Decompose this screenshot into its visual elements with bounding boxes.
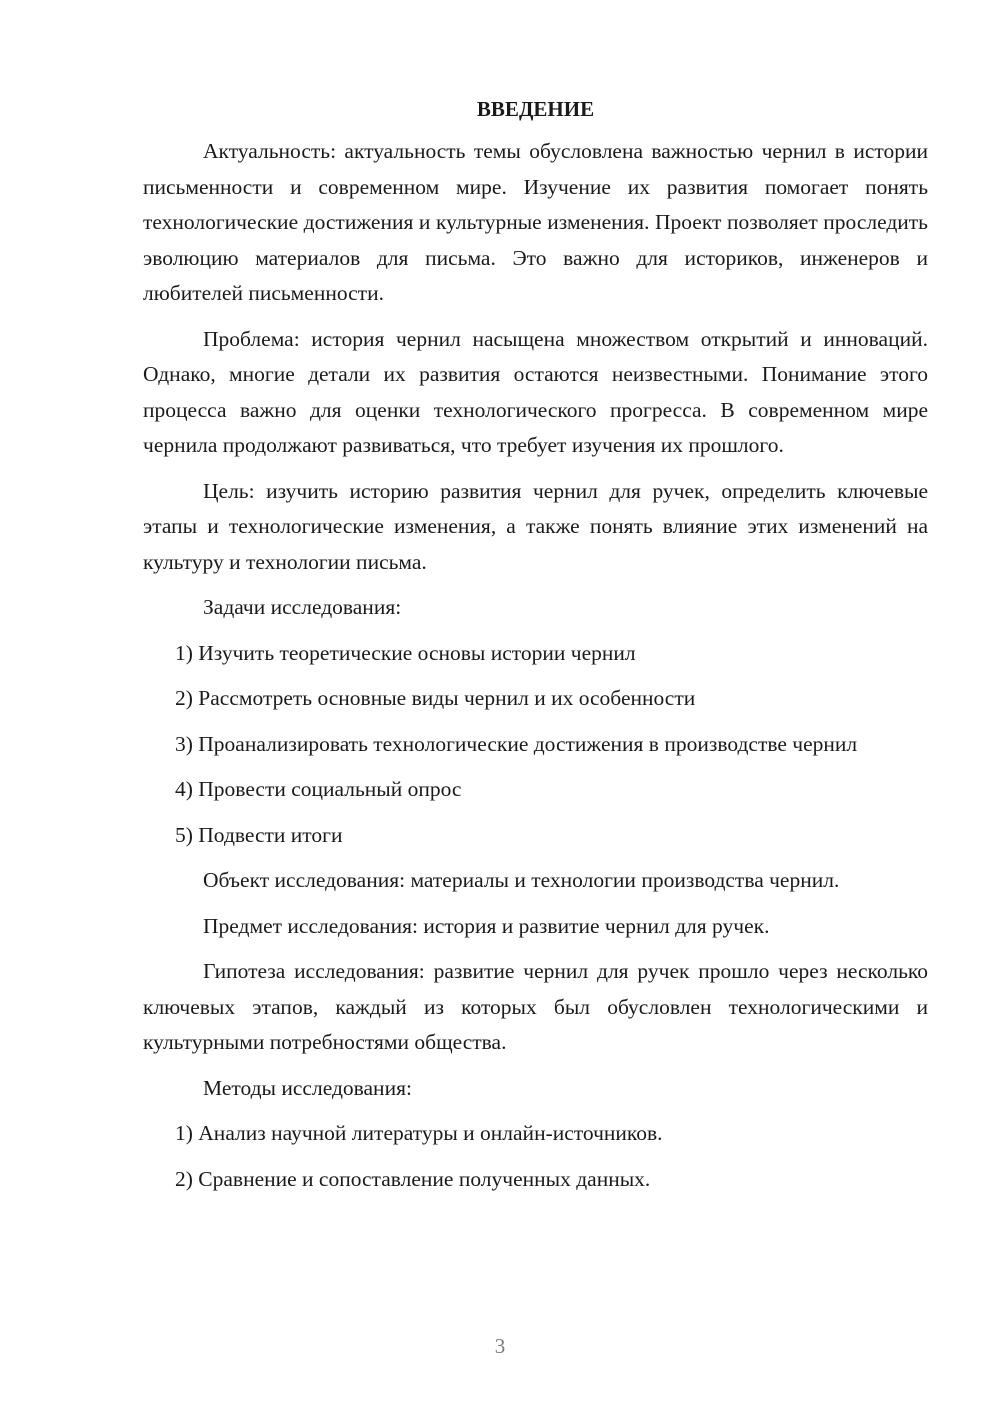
- task-item: 5) Подвести итоги: [175, 822, 343, 847]
- task-item: 1) Изучить теоретические основы истории чернил: [175, 640, 636, 665]
- object-paragraph: Объект исследования: материалы и технологии производства чернил.: [203, 868, 840, 892]
- page-number: 3: [494, 1334, 506, 1358]
- task-item: 2) Рассмотреть основные виды чернил и их особенности: [175, 686, 696, 710]
- method-item: 1) Анализ научной литературы и онлайн-источников.: [175, 1121, 663, 1145]
- document-page: [143, 94, 928, 1207]
- goal-paragraph: Цель: изучить историю развития чернил для ручек, определить ключевые этапы и технологические изменения, а также понять влияние этих изменений на культуру и технологии письма.: [143, 478, 928, 574]
- hypothesis-paragraph: Гипотеза исследования: развитие чернил для ручек прошло через несколько ключевых этапов, каждый из которых был обусловлен технологическими и культурными потребностями общества.: [143, 959, 928, 1054]
- tasks-heading: Задачи исследования:: [203, 595, 402, 619]
- method-item: 2) Сравнение и сопоставление полученных данных.: [175, 1166, 651, 1191]
- task-item: 3) Проанализировать технологические достижения в производстве чернил: [175, 731, 858, 756]
- problem-paragraph: Проблема: история чернил насыщена множеством открытий и инноваций. Однако, многие детали их развития остаются неизвестными. Понимание этого процесса важно для оценки технологического прогресса. В современном мире чернила продолжают развиваться, что требует изучения их прошлого.: [143, 326, 928, 457]
- subject-paragraph: Предмет исследования: история и развитие чернил для ручек.: [203, 913, 770, 938]
- task-item: 4) Провести социальный опрос: [175, 777, 462, 801]
- methods-heading: Методы исследования:: [203, 1075, 412, 1100]
- relevance-paragraph: Актуальность: актуальность темы обусловлена важностью чернил в истории письменности и современном мире. Изучение их развития помогает понять технологические достижения и культурные изменения. Проект позволяет проследить эволюцию материалов для письма. Это важно для историков, инженеров и любителей письменности.: [143, 139, 928, 305]
- section-title: ВВЕДЕНИЕ: [476, 97, 595, 121]
